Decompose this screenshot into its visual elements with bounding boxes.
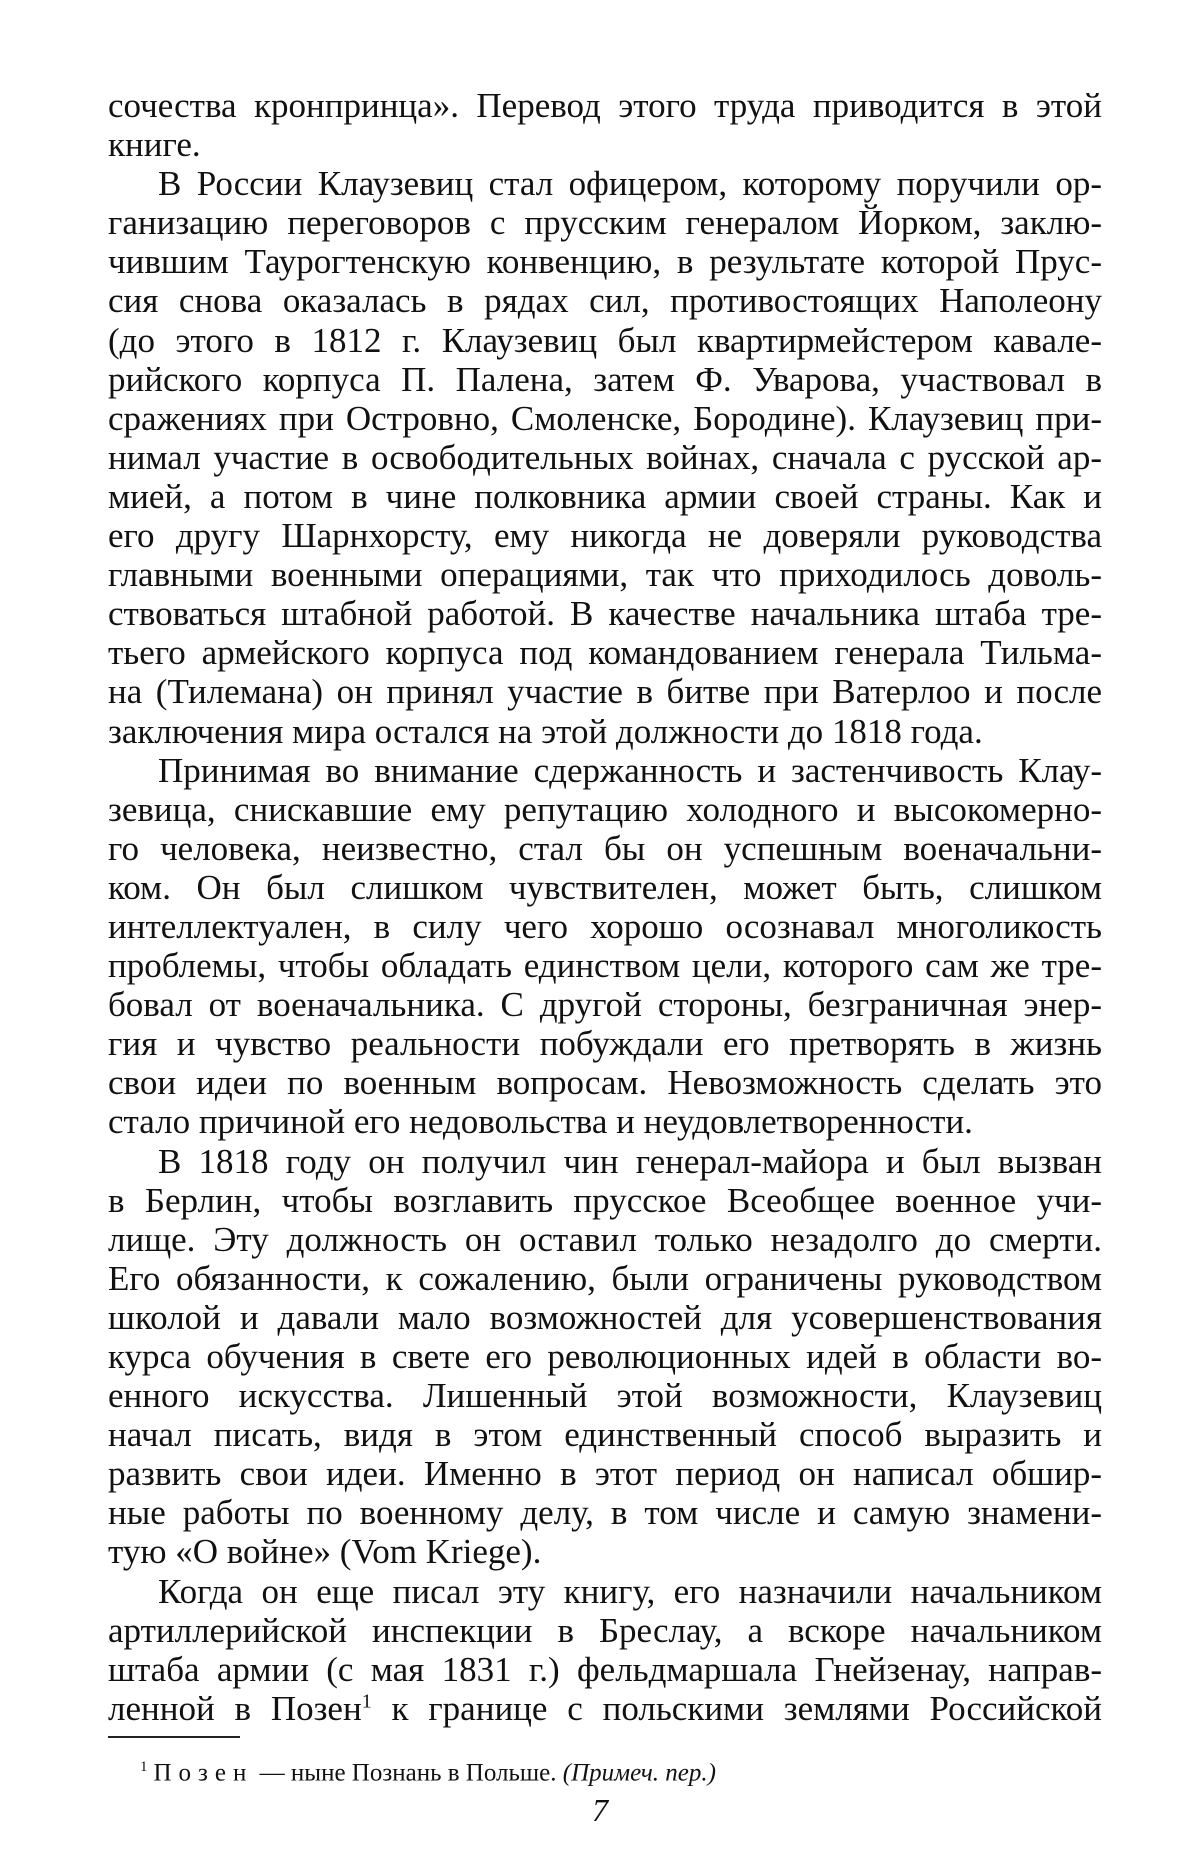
text-line: заключения мира остался на этой должности до 1818 года. <box>108 711 983 751</box>
text-line: развить свои идеи. Именно в этот период он написал обшир- <box>108 1454 1102 1494</box>
body-text <box>108 86 1102 1689</box>
text-line: зевица, снискавшие ему репутацию холодного и высокомерно- <box>108 789 1102 829</box>
text-line: интеллектуален, в силу чего хорошо осознавал многоликость <box>108 906 1102 946</box>
final-line-after: к границе с польскими землями Российской <box>371 1688 1102 1728</box>
text-line: курса обучения в свете его революционных идей в области во- <box>108 1337 1102 1376</box>
text-line: тую «О войне» (Vom Kriege). <box>108 1532 542 1572</box>
text-line: книге. <box>108 125 201 165</box>
text-line: гия и чувство реальности побуждали его претворять в жизнь <box>108 1024 1102 1064</box>
footnote-marker: 1 <box>140 1759 148 1775</box>
text-line: мией, а потом в чине полковника армии своей страны. Как и <box>108 476 1102 516</box>
text-line: В 1818 году он получил чин генерал-майора и был вызван <box>158 1141 1102 1181</box>
text-line: Когда он еще писал эту книгу, его назначили начальником <box>158 1571 1102 1611</box>
footnote-note: (Примеч. пер.) <box>562 1759 716 1787</box>
text-line: тьего армейского корпуса под командованием генерала Тильма- <box>108 633 1102 673</box>
text-line: лище. Эту должность он оставил только незадолго до смерти. <box>108 1219 1102 1259</box>
text-line: стало причиной его недовольства и неудовлетворенности. <box>108 1102 973 1142</box>
text-line: в Берлин, чтобы возглавить прусское Всеобщее военное учи- <box>108 1180 1102 1220</box>
text-line: енного искусства. Лишенный этой возможности, Клаузевиц <box>108 1376 1102 1416</box>
text-line: ные работы по военному делу, в том числе и самую знамени- <box>108 1493 1102 1533</box>
text-line: (до этого в 1812 г. Клаузевиц был квартирмейстером кавале- <box>108 320 1102 360</box>
text-line: Его обязанности, к сожалению, были ограничены руководством <box>108 1258 1102 1298</box>
text-line: го человека, неизвестно, стал бы он успешным военачальни- <box>108 828 1102 868</box>
text-line: штаба армии (с мая 1831 г.) фельдмаршала Гнейзенау, направ- <box>108 1649 1102 1689</box>
text-line: проблемы, чтобы обладать единством цели, которого сам же тре- <box>108 946 1102 986</box>
text-line-final <box>108 1689 1102 1728</box>
text-line: сочества кронпринца». Перевод этого труда приводится в этой <box>108 86 1102 125</box>
text-line: главными военными операциями, так что приходилось доволь- <box>108 555 1102 595</box>
text-line: артиллерийской инспекции в Бреслау, а вскоре начальником <box>108 1610 1102 1650</box>
page-body <box>108 86 1102 1728</box>
text-line: ком. Он был слишком чувствителен, может быть, слишком <box>108 867 1102 907</box>
text-line: рийского корпуса П. Палена, затем Ф. Уварова, участвовал в <box>108 359 1102 399</box>
footnote-reference: 1 <box>361 1690 372 1713</box>
footnote-divider <box>108 1736 240 1738</box>
footnote <box>140 1752 716 1788</box>
text-line: Принимая во внимание сдержанность и застенчивость Клау- <box>158 750 1102 790</box>
footnote-term: Позен <box>153 1759 254 1787</box>
text-line: бовал от военачальника. С другой стороны, безграничная энер- <box>108 985 1102 1025</box>
text-line: на (Тилемана) он принял участие в битве при Ватерлоо и после <box>108 672 1102 712</box>
text-line: его другу Шарнхорсту, ему никогда не доверяли руководства <box>108 516 1102 556</box>
text-line: сражениях при Островно, Смоленске, Бородине). Клаузевиц при- <box>108 398 1102 438</box>
page-number: 7 <box>592 1792 608 1828</box>
text-line: сия снова оказалась в рядах сил, противостоящих Наполеону <box>108 281 1102 321</box>
final-line-before: ленной в Позен <box>108 1688 362 1728</box>
footnote-text: — ныне Познань в Польше. <box>253 1759 563 1787</box>
text-line: нимал участие в освободительных войнах, сначала с русской ар- <box>108 437 1102 477</box>
text-line: свои идеи по военным вопросам. Невозможность сделать это <box>108 1063 1102 1103</box>
text-line: ганизацию переговоров с прусским генералом Йорком, заклю- <box>108 203 1102 243</box>
text-line: ствоваться штабной работой. В качестве начальника штаба тре- <box>108 594 1102 634</box>
text-line: школой и давали мало возможностей для усовершенствования <box>108 1297 1102 1337</box>
text-line: начал писать, видя в этом единственный способ выразить и <box>108 1415 1102 1455</box>
text-line: чившим Таурогтенскую конвенцию, в результате которой Прус- <box>108 242 1102 282</box>
text-line: В России Клаузевиц стал офицером, которому поручили ор- <box>158 164 1102 204</box>
